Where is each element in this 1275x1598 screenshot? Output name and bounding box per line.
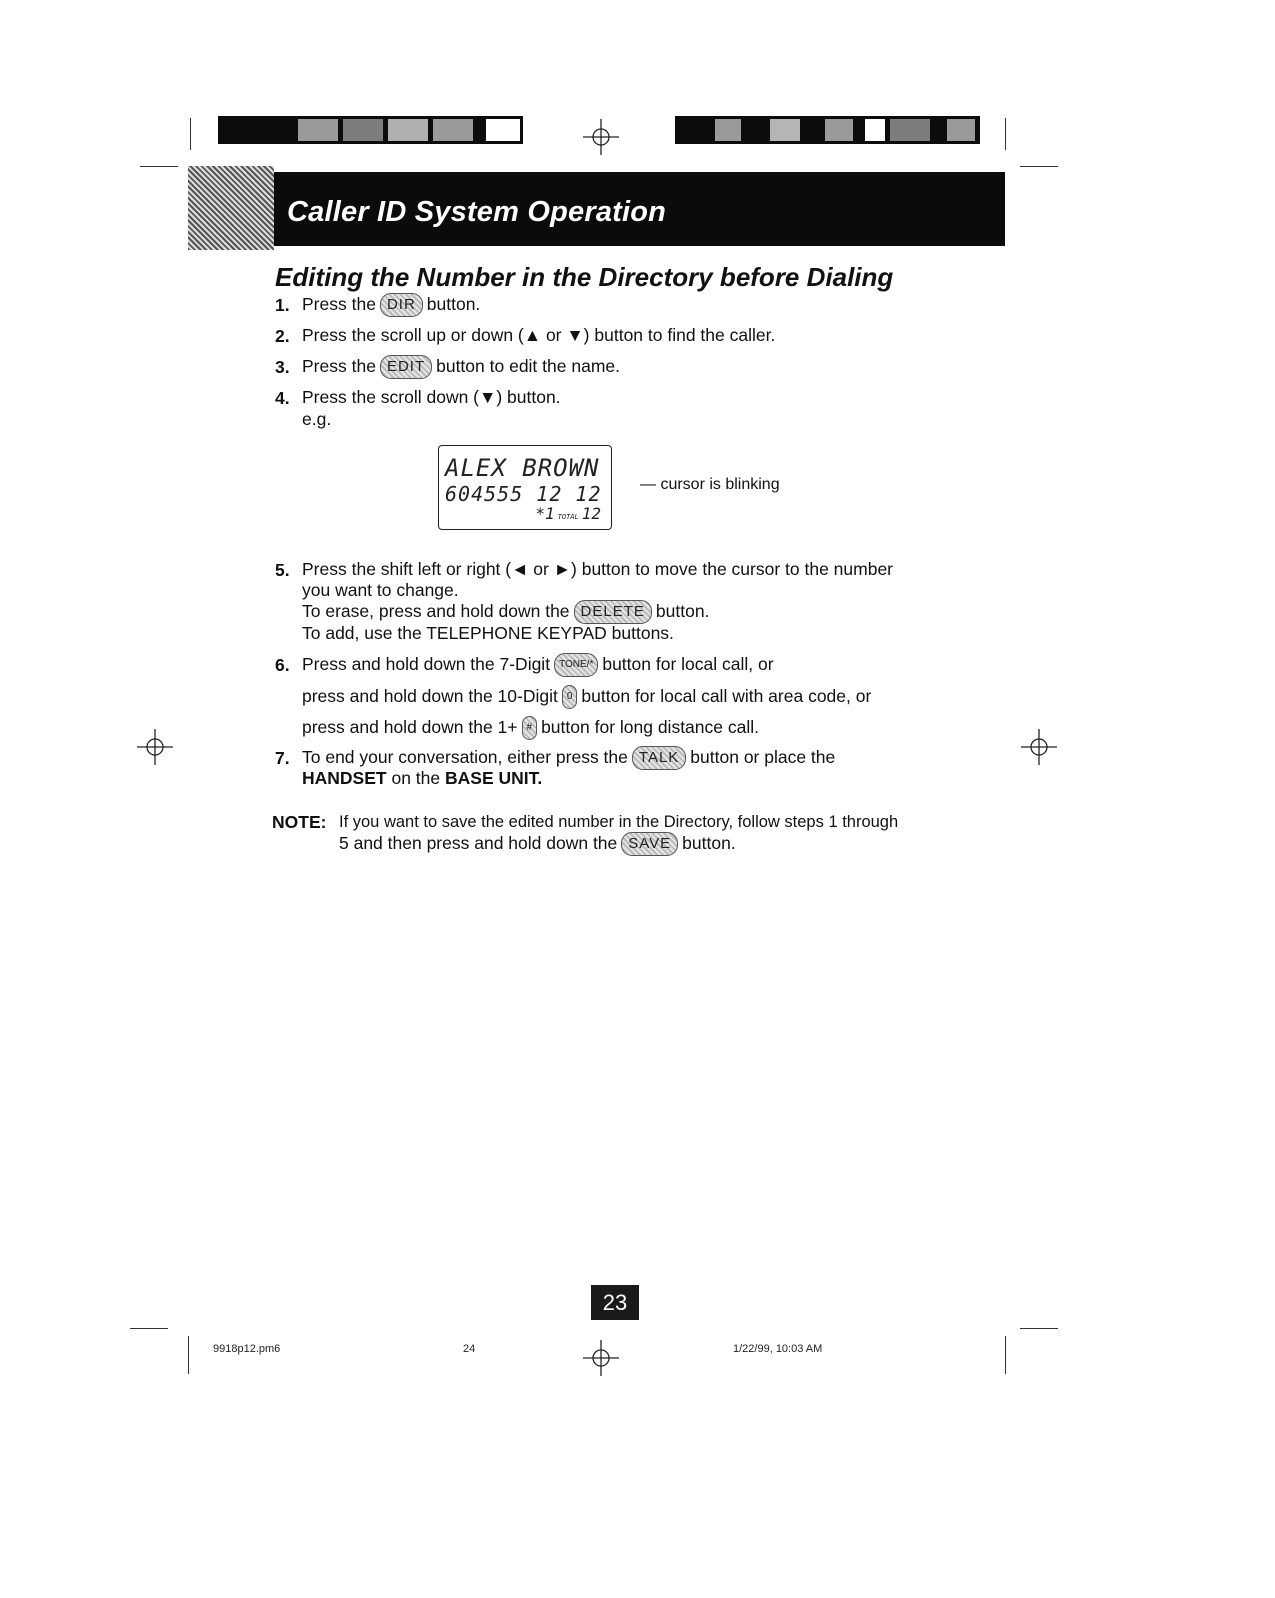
example-label: e.g. <box>302 409 332 429</box>
step-text: button. <box>655 601 710 621</box>
step-text: Press the <box>302 356 376 376</box>
edit-button: EDIT <box>380 355 432 379</box>
step-text: button for local call with area code, or <box>581 686 872 706</box>
registration-mark-icon <box>583 1340 619 1376</box>
footer-page: 24 <box>463 1343 476 1355</box>
footer-file: 9918p12.pm6 <box>213 1343 281 1355</box>
lcd-total: 12 <box>581 504 601 523</box>
note-line-2 <box>339 832 736 856</box>
step-text: button. <box>426 294 481 314</box>
lcd-line-1: ALEX BROWN <box>445 454 600 482</box>
base-unit-label: BASE UNIT. <box>445 768 543 788</box>
crop-mark <box>130 1328 168 1329</box>
lcd-display <box>438 445 612 530</box>
registration-mark-icon <box>1021 729 1057 765</box>
step-1 <box>302 293 480 317</box>
step-text: button or place the <box>690 747 836 767</box>
step-5-add: To add, use the TELEPHONE KEYPAD buttons. <box>302 623 674 643</box>
step-number: 6. <box>275 655 290 675</box>
registration-mark-icon <box>137 729 173 765</box>
step-5-line-1: Press the shift left or right (◄ or ►) button to move the cursor to the number <box>302 559 894 579</box>
step-text: 5 and then press and hold down the <box>339 833 618 853</box>
step-3 <box>302 355 620 379</box>
step-text: button for long distance call. <box>541 717 759 737</box>
step-number: 4. <box>275 388 290 408</box>
step-number: 7. <box>275 748 290 768</box>
footer-date: 1/22/99, 10:03 AM <box>733 1343 823 1355</box>
pound-button: # <box>522 716 538 740</box>
dir-button: DIR <box>380 293 423 317</box>
step-6-line-1 <box>302 653 774 677</box>
step-number: 1. <box>275 295 290 315</box>
step-text: button to edit the name. <box>436 356 620 376</box>
step-text: press and hold down the 10-Digit <box>302 686 558 706</box>
color-bar-right <box>675 116 980 144</box>
handset-label: HANDSET <box>302 768 387 788</box>
step-text: on the <box>391 768 441 788</box>
step-7-line-2 <box>302 767 542 789</box>
step-text: Press and hold down the 7-Digit <box>302 654 551 674</box>
crop-mark <box>1005 1336 1006 1374</box>
lcd-total-label: TOTAL <box>557 513 579 521</box>
step-6-line-3 <box>302 716 759 740</box>
crop-mark <box>188 1336 189 1374</box>
page-number: 23 <box>591 1285 639 1320</box>
crop-mark <box>1020 1328 1058 1329</box>
step-text: button. <box>682 833 736 853</box>
crop-mark <box>1020 166 1058 167</box>
step-number: 5. <box>275 560 290 580</box>
header-pattern <box>188 166 274 250</box>
step-text: Press the <box>302 294 376 314</box>
crop-mark <box>140 166 178 167</box>
step-2: Press the scroll up or down (▲ or ▼) button to find the caller. <box>302 325 776 345</box>
crop-mark <box>190 118 191 150</box>
step-5-erase <box>302 600 709 624</box>
step-5-line-2: you want to change. <box>302 580 459 600</box>
note-label: NOTE: <box>272 812 327 832</box>
note-line-1: If you want to save the edited number in the Directory, follow steps 1 through <box>339 813 899 831</box>
delete-button: DELETE <box>574 600 652 624</box>
step-text: To erase, press and hold down the <box>302 601 570 621</box>
step-4: Press the scroll down (▼) button. <box>302 387 561 407</box>
color-bar-left <box>218 116 523 144</box>
lcd-line-3 <box>535 504 601 523</box>
talk-button: TALK <box>632 746 686 770</box>
section-title: Editing the Number in the Directory before Dialing <box>275 262 894 292</box>
zero-button: 0 <box>562 685 578 709</box>
crop-mark <box>1005 118 1006 150</box>
registration-mark-icon <box>583 119 619 155</box>
lcd-index: *1 <box>535 504 555 523</box>
lcd-line-2: 604555 12 12 <box>445 482 602 506</box>
page-title: Caller ID System Operation <box>287 196 667 228</box>
step-text: press and hold down the 1+ <box>302 717 518 737</box>
save-button: SAVE <box>621 832 678 856</box>
tone-button: TONE/* <box>554 653 598 677</box>
step-number: 3. <box>275 357 290 377</box>
step-text: To end your conversation, either press the <box>302 747 628 767</box>
step-6-line-2 <box>302 685 871 709</box>
lcd-note: — cursor is blinking <box>640 476 780 493</box>
step-number: 2. <box>275 326 290 346</box>
step-text: button for local call, or <box>602 654 774 674</box>
